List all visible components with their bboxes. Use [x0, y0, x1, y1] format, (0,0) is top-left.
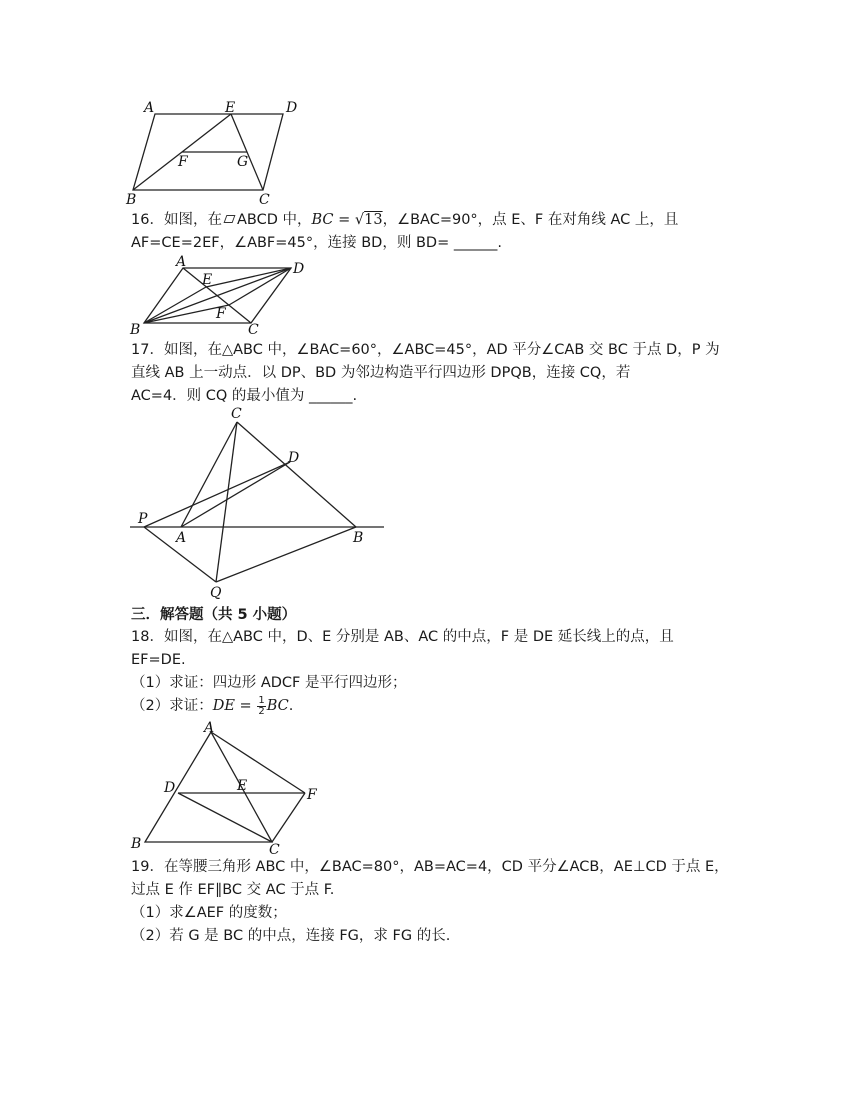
q16-line-2: AF=CE=2EF，∠ABF=45°，连接 BD，则 BD= ______. [131, 235, 502, 251]
segment-ca [181, 422, 237, 527]
label-b: B [126, 192, 137, 208]
figure-16-parallelogram [126, 254, 316, 338]
label-a: A [176, 254, 187, 270]
q19-part-2: （2）若 G 是 BC 的中点，连接 FG，求 FG 的长. [131, 928, 451, 944]
label-f: F [178, 154, 188, 170]
figure-18-triangle [126, 718, 326, 858]
q17-line-1: 17．如图，在△ABC 中，∠BAC=60°，∠ABC=45°，AD 平分∠CAB 交 BC 于点 D，P 为 [131, 342, 720, 358]
fraction-one-half: $\frac{1}{2}$ [258, 694, 265, 717]
segment-df [229, 268, 291, 305]
label-e: E [225, 100, 236, 116]
label-p: P [138, 511, 148, 527]
label-d: D [293, 261, 305, 277]
segment-cb [237, 422, 356, 527]
figure-15-parallelogram [120, 96, 300, 208]
label-d: D [288, 450, 300, 466]
label-c: C [248, 322, 259, 338]
figure-17-triangle [126, 402, 386, 602]
label-g: G [237, 154, 249, 170]
q18-part-1: （1）求证：四边形 ADCF 是平行四边形； [131, 675, 407, 691]
label-b: B [353, 530, 364, 546]
q19-line-1: 19．在等腰三角形 ABC 中，∠BAC=80°，AB=AC=4，CD 平分∠ACB，AE⊥CD 于点 E， [131, 859, 729, 875]
label-e: E [237, 778, 248, 794]
q19-part-1: （1）求∠AEF 的度数； [131, 905, 287, 921]
segment-be [144, 287, 206, 323]
q16-line-1: 16．如图，在 ABCD 中，BC = √13，∠BAC=90°，点 E、F 在对角线 AC 上，且 [131, 212, 679, 228]
segment-cf [272, 793, 305, 842]
q18-line-1: 18．如图，在△ABC 中，D、E 分别是 AB、AC 的中点，F 是 DE 延长线上的点，且 [131, 629, 674, 645]
label-c: C [259, 192, 270, 208]
label-c: C [269, 842, 280, 858]
label-c: C [231, 406, 242, 422]
segment-ad [181, 462, 290, 527]
label-d: D [164, 780, 176, 796]
segment-bq [216, 527, 356, 582]
label-a: A [176, 530, 187, 546]
label-f: F [307, 787, 317, 803]
label-q: Q [210, 585, 222, 601]
segment-cq [216, 422, 237, 582]
segment-pd [144, 462, 290, 527]
q17-line-3: AC=4．则 CQ 的最小值为 ______. [131, 388, 358, 404]
label-b: B [130, 322, 141, 338]
label-b: B [131, 836, 142, 852]
label-e: E [202, 272, 213, 288]
label-a: A [144, 100, 155, 116]
parallelogram-icon [223, 215, 235, 223]
section-3-title: 三．解答题（共 5 小题） [131, 607, 297, 623]
label-a: A [204, 720, 215, 736]
q19-line-2: 过点 E 作 EF∥BC 交 AC 于点 F. [131, 882, 335, 898]
label-f: F [216, 306, 226, 322]
label-d: D [286, 100, 298, 116]
segment-af [211, 732, 305, 793]
q18-line-2: EF=DE. [131, 652, 186, 668]
q17-line-2: 直线 AB 上一动点．以 DP、BD 为邻边构造平行四边形 DPQB，连接 CQ，若 [131, 365, 631, 381]
q18-part-2: （2）求证：DE = $\frac{1}{2}$ BC. [131, 694, 294, 717]
